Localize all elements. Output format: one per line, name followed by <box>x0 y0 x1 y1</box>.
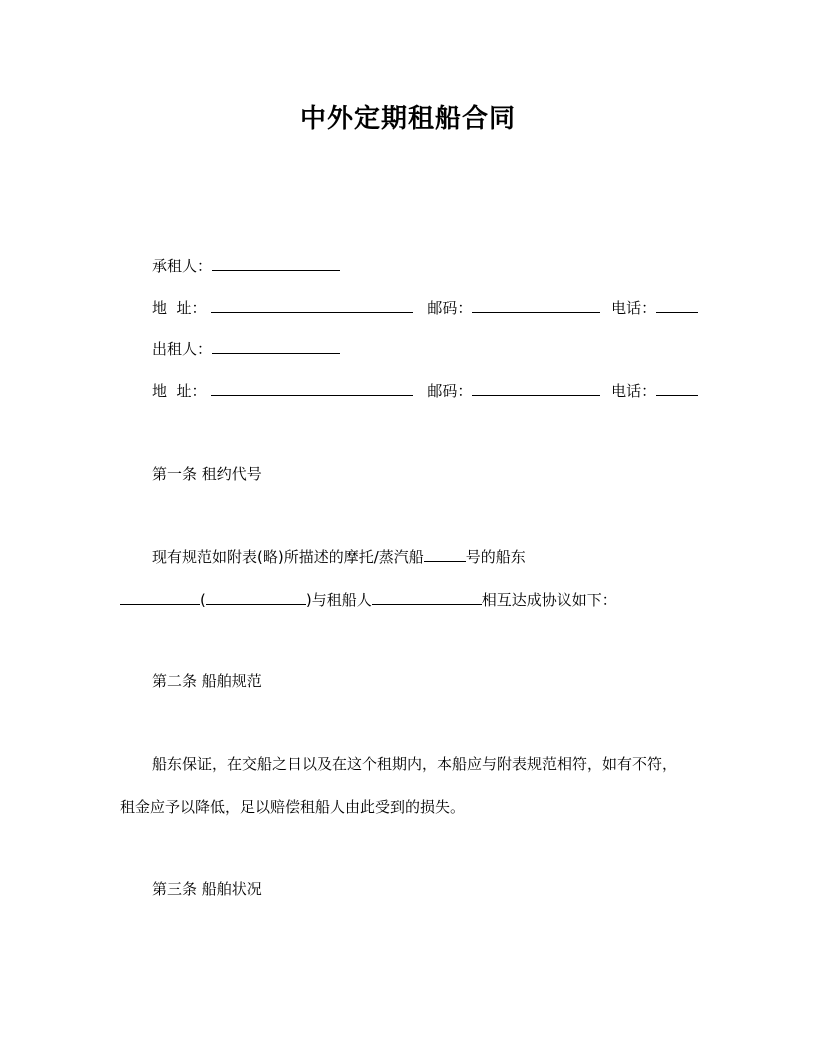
lessor-label: 出租人： <box>152 340 213 358</box>
address-label: 地 址： <box>152 299 207 317</box>
charterer-blank <box>372 590 482 605</box>
document-title: 中外定期租船合同 <box>299 104 516 134</box>
postcode-label: 邮码： <box>427 382 473 400</box>
article-1-heading: 第一条 租约代号 <box>152 465 262 483</box>
lessor-line <box>152 339 340 359</box>
article-1-text-after: 号的船东 <box>465 548 526 566</box>
postcode-blank <box>472 381 600 396</box>
shipowner-blank <box>120 590 200 605</box>
article-1-text: 现有规范如附表(略)所描述的摩托/蒸汽船 <box>152 548 424 566</box>
lessee-address-line <box>152 298 698 318</box>
address-blank <box>211 298 413 313</box>
article-2-line-1: 船东保证，在交船之日以及在这个租期内，本船应与附表规范相符，如有不符， <box>152 755 678 773</box>
postcode-label: 邮码： <box>427 299 473 317</box>
address-blank <box>211 381 413 396</box>
postcode-blank <box>472 298 600 313</box>
shipowner-alt-blank <box>206 590 306 605</box>
phone-label: 电话： <box>611 299 657 317</box>
article-1-paragraph-line-2 <box>120 590 617 610</box>
article-1-paragraph-line-1 <box>152 547 526 567</box>
lessee-blank <box>212 256 340 271</box>
open-paren: ( <box>200 591 206 609</box>
phone-blank <box>656 298 698 313</box>
lessee-line <box>152 256 340 276</box>
agreement-text: 相互达成协议如下： <box>481 591 617 609</box>
with-charterer-text: )与租船人 <box>305 591 372 609</box>
ship-name-blank <box>424 547 466 562</box>
lessor-address-line <box>152 381 698 401</box>
phone-blank <box>656 381 698 396</box>
article-3-heading: 第三条 船舶状况 <box>152 880 262 898</box>
lessee-label: 承租人： <box>152 257 213 275</box>
phone-label: 电话： <box>611 382 657 400</box>
lessor-blank <box>212 339 340 354</box>
article-2-line-2: 租金应予以降低，足以赔偿租船人由此受到的损失。 <box>120 798 466 816</box>
article-2-heading: 第二条 船舶规范 <box>152 672 262 690</box>
address-label: 地 址： <box>152 382 207 400</box>
